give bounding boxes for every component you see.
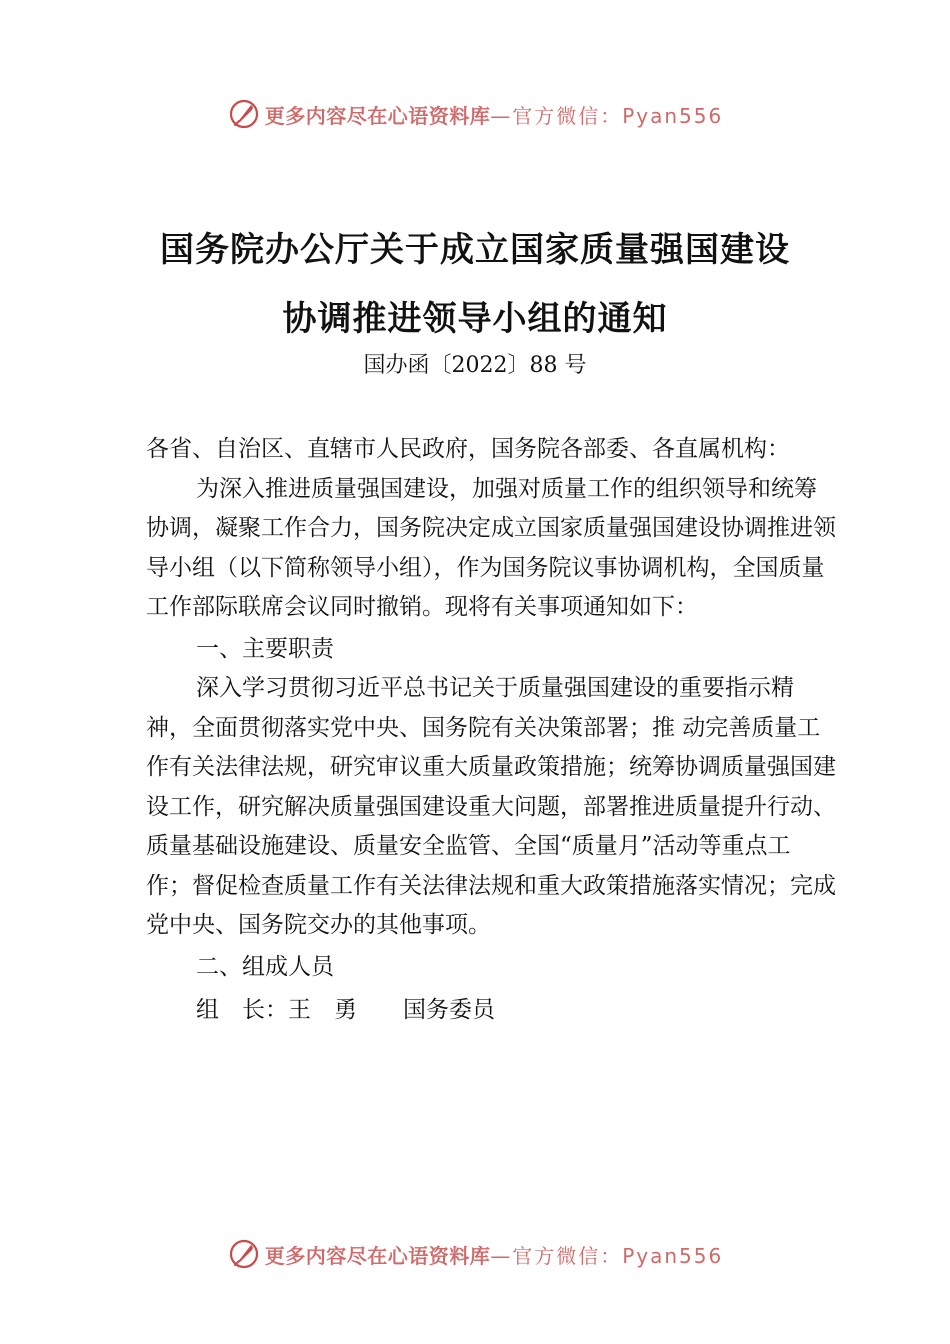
- document-title-line-1: 国务院办公厅关于成立国家质量强国建设: [160, 230, 790, 270]
- banner-text: 更多内容尽在心语资料库: [264, 103, 491, 128]
- section-1-heading: 一、主要职责: [196, 635, 334, 662]
- header-watermark-banner: [0, 92, 950, 136]
- quill-pen-logo-icon: [227, 97, 261, 131]
- banner-suffix: —官方微信：Pyan556: [490, 103, 724, 128]
- quill-pen-logo-icon: [227, 1237, 261, 1271]
- document-title-line-2: 协调推进领导小组的通知: [282, 299, 668, 339]
- footer-watermark-banner: [0, 1232, 950, 1276]
- banner-suffix: —官方微信：Pyan556: [490, 1243, 724, 1268]
- intro-paragraph: 为深入推进质量强国建设，加强对质量工作的组织领导和统筹协调，凝聚工作合力，国务院决定成立国家质量强国建设协调推进领导小组（以下简称领导小组），作为国务院议事协调机构，全国质量工作部际联席会议同时撤销。现将有关事项通知如下：: [146, 475, 836, 620]
- document-body: [146, 430, 836, 1031]
- banner-text: 更多内容尽在心语资料库: [264, 1243, 491, 1268]
- section-1-body: 深入学习贯彻习近平总书记关于质量强国建设的重要指示精神，全面贯彻落实党中央、国务院有关决策部署；推 动完善质量工作有关法律法规，研究审议重大质量政策措施；统筹协调质量强国建设工作，研究解决质量强国建设重大问题，部署推进质量提升行动、质量基础设施建设、质量安全监管、全国“质量月”活动等重点工作；督促检查质量工作有关法律法规和重大政策措施落实情况；完成党中央、国务院交办的其他事项。: [146, 675, 836, 938]
- document-number: 国办函〔2022〕88 号: [363, 353, 587, 378]
- team-leader-line: 组 长：王 勇 国务委员: [196, 997, 495, 1023]
- section-2-heading: 二、组成人员: [196, 953, 334, 980]
- salutation: 各省、自治区、直辖市人民政府，国务院各部委、各直属机构：: [146, 436, 790, 462]
